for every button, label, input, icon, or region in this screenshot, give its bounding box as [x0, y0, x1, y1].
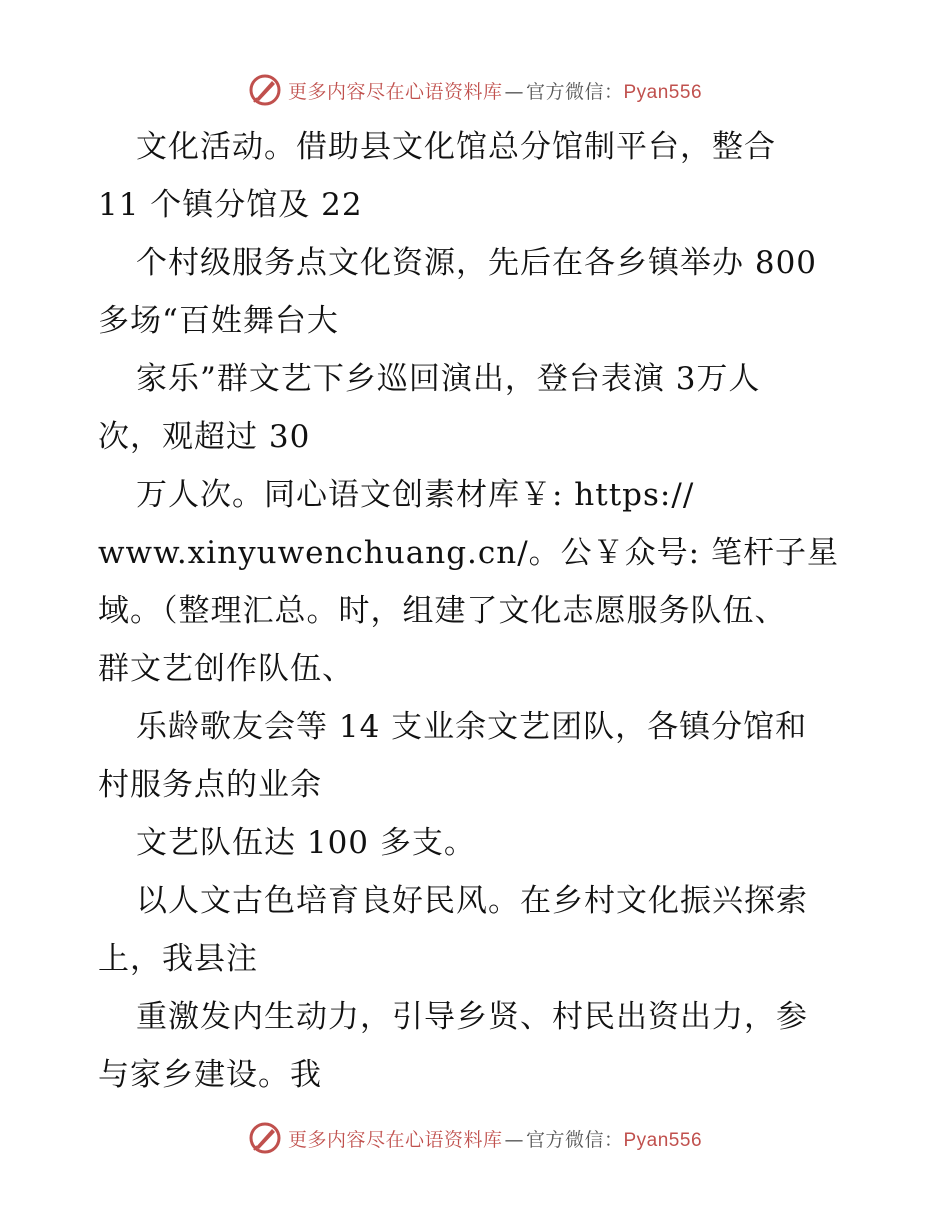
- text-line: 文艺队伍达 100 多支。: [136, 825, 476, 861]
- watermark-main: 更多内容尽在心语资料库: [287, 1128, 503, 1151]
- quill-logo-icon: [248, 1121, 282, 1155]
- text-line: 重激发内生动力，引导乡贤、村民出资出力，参: [136, 999, 808, 1035]
- text-line: 文化活动。借助县文化馆总分馆制平台，整合: [136, 129, 776, 165]
- watermark-text: [288, 1125, 702, 1152]
- text-line: 多场“百姓舞台大: [98, 303, 339, 339]
- watermark-side: 官方微信：: [525, 1128, 624, 1151]
- watermark-dash: —: [504, 80, 524, 103]
- text-line: 域。（整理汇总。时，组建了文化志愿服务队伍、: [98, 593, 787, 629]
- document-body: [98, 118, 858, 1104]
- text-line: 以人文古色培育良好民风。在乡村文化振兴探索: [136, 883, 808, 919]
- watermark-main: 更多内容尽在心语资料库: [287, 80, 503, 103]
- text-line: 家乐”群文艺下乡巡回演出，登台表演 3万人: [136, 361, 761, 397]
- text-line: 乐龄歌友会等 14 支业余文艺团队，各镇分馆和: [136, 709, 808, 745]
- watermark-text: [288, 77, 702, 104]
- text-line: 与家乡建设。我: [98, 1057, 322, 1093]
- watermark-side: 官方微信：: [525, 80, 624, 103]
- text-line: 万人次。同心语文创素材库￥: https://: [136, 477, 695, 513]
- watermark-dash: —: [504, 1128, 524, 1151]
- watermark-id: Pyan556: [623, 81, 703, 103]
- text-line: 群文艺创作队伍、: [98, 651, 354, 687]
- watermark-id: Pyan556: [623, 1129, 703, 1151]
- text-line: 上，我县注: [98, 941, 258, 977]
- quill-logo-icon: [248, 73, 282, 107]
- text-line: 个村级服务点文化资源，先后在各乡镇举办 800: [136, 245, 818, 281]
- text-line: 村服务点的业余: [98, 767, 322, 803]
- footer-watermark: [0, 1120, 950, 1156]
- text-line: 次，观超过 30: [98, 419, 311, 455]
- text-line: 11 个镇分馆及 22: [98, 187, 363, 223]
- header-watermark: [0, 72, 950, 108]
- text-line: www.xinyuwenchuang.cn/。公￥众号: 笔杆子星: [98, 535, 839, 571]
